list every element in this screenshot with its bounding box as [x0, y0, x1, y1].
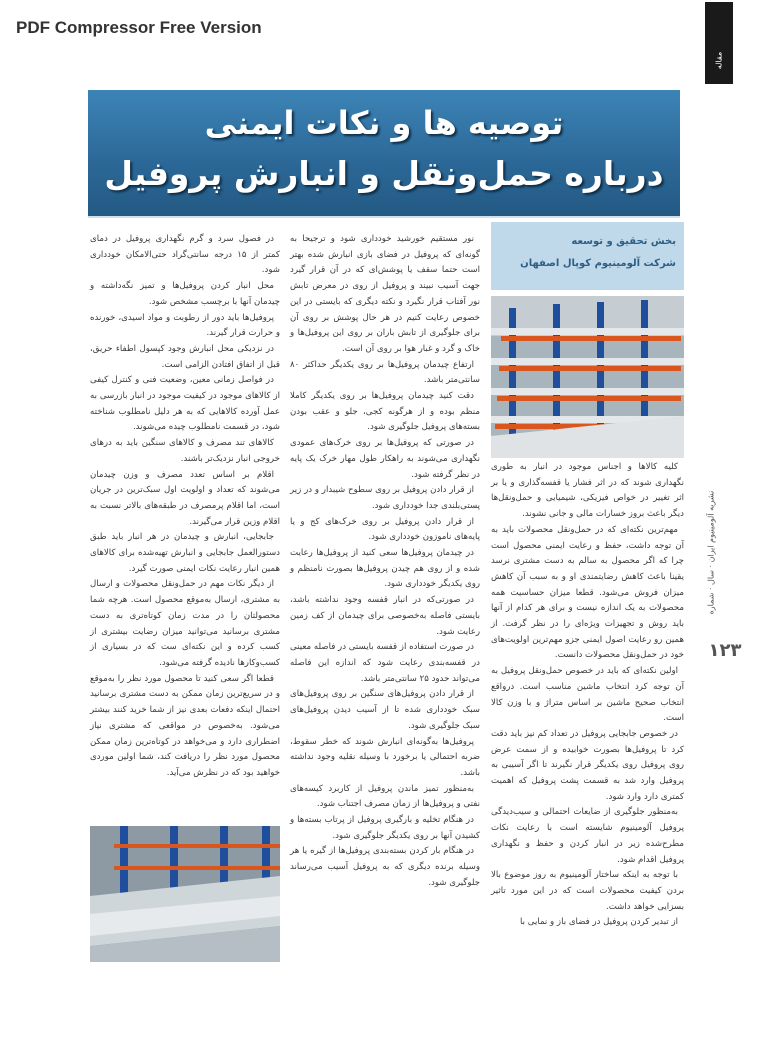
- paragraph: اقلام بر اساس تعدد مصرف و وزن چیدمان می‌شوند که تعداد و اولویت اول سبک‌ترین در جریان است، اما اقلام پرمصرف در طبقه‌های بالاتر نسبت به اقلام وزین قرار می‌گیرند.: [90, 469, 280, 527]
- paragraph: در فواصل زمانی معین، وضعیت فنی و کنترل کیفی از کالاهای موجود در کیفیت موجود در انبار بازرسی به عمل آورده کالاهایی که به هر دلیل نامطلوب شناخته شود، در قسمت نامطلوب چیده می‌شوند.: [90, 375, 280, 433]
- warehouse-shelves-photo: [491, 296, 684, 458]
- paragraph: در هنگام بار کردن بسته‌بندی پروفیل‌ها از گیره یا هر وسیله برنده دیگری که به پروفیل آسیب می‌رساند جلوگیری شود.: [290, 846, 480, 888]
- pdf-watermark: PDF Compressor Free Version: [16, 18, 262, 37]
- paragraph: در خصوص جابجایی پروفیل در تعداد کم نیز باید دقت کرد تا پروفیل‌ها بصورت خوابیده و از سمت عرض روی پروفیل روی یکدیگر قرار نگیرند تا اگر آسیبی به پروفیل وارد شد به قسمت پشت پروفیل که اهمیت کمتری دارد وارد شود.: [491, 728, 684, 802]
- article-column-left: [90, 232, 280, 782]
- paragraph: پروفیل‌ها باید دور از رطوبت و مواد اسیدی، خورنده و حرارت قرار گیرند.: [90, 312, 280, 339]
- paragraph: دقت کنید چیدمان پروفیل‌ها بر روی یکدیگر کاملا منظم بوده و از هرگونه کجی، جلو و عقب بودن بسته‌های پروفیل جلوگیری شود.: [290, 391, 480, 433]
- paragraph: از تبدیر کردن پروفیل در فضای باز و نمایی با: [520, 917, 678, 928]
- paragraph: از قرار دادن پروفیل بر روی سطوح شیبدار و در زیر پستی‌بلندی جدا خودداری شود.: [290, 485, 480, 511]
- paragraph: کلیه کالاها و اجناس موجود در انبار به طوری نگهداری شوند که در اثر فشار یا قفسه‌گذاری و یا بر اثر تغییر در خواص فیزیکی، شیمیایی و حمل‌ونقل‌ها دیگر باعث بروز خسارات مالی و جانی نشوند.: [491, 462, 684, 520]
- paragraph: از قرار دادن پروفیل بر روی خرک‌های کج و یا پایه‌های ناموزون خودداری شود.: [290, 516, 480, 543]
- paragraph: محل انبار کردن پروفیل‌ها و تمیز نگه‌داشته و چیدمان آنها با برچسب مشخص شود.: [90, 281, 280, 307]
- paragraph: نور مستقیم خورشید خودداری شود و ترجیحا به گونه‌ای که پروفیل در فضای بازی انبارش شده بهتر است حتما سقف یا پوشش‌ای که در آن قرار گیرد جهت آسیب نبیند و پروفیل از روی در معرض تابش نور آفتاب قرار نگیرد و نکته دیگری که بایستی در این خصوص رعایت کنیم در هر حال پوشش بر روی آن برای جلوگیری از تابش باران بر روی این پروفیل‌ها و خاک و گرد و غبار هوا بر روی آن است.: [290, 234, 480, 354]
- paragraph: کالاهای تند مصرف و کالاهای سنگین باید به درهای خروجی انبار نزدیک‌تر باشند.: [90, 438, 280, 464]
- section-tab: [705, 2, 733, 84]
- paragraph: اولین نکته‌ای که باید در خصوص حمل‌ونقل پروفیل به آن توجه کرد انتخاب ماشین مناسب است. درواقع انتخاب صحیح ماشین بر اساس متراژ و با وزن کالا است.: [491, 666, 684, 724]
- paragraph: ارتفاع چیدمان پروفیل‌ها بر روی یکدیگر حداکثر ۸۰ سانتی‌متر باشد.: [290, 359, 480, 386]
- paragraph: از دیگر نکات مهم در حمل‌ونقل محصولات و ارسال به مشتری، ارسال به‌موقع محصول است. هرچه شما محصولتان را در مدت زمان کوتاه‌تری به دست مشتری برسانید می‌توانید میزان رضایت بیشتری از کسب کرده و این نکته‌ای ست که در بسیاری از کسب‌وکارها نادیده گرفته می‌شود.: [90, 579, 280, 668]
- author-box: [491, 222, 684, 290]
- paragraph: از قرار دادن پروفیل‌های سنگین بر روی پروفیل‌های سبک خودداری شده تا از آسیب دیدن پروفیل‌های سبک جلوگیری شود.: [290, 689, 480, 731]
- article-title-line-1: توصیه ها و نکات ایمنی: [204, 104, 564, 142]
- profile-stack-icon: [90, 826, 280, 962]
- page-number: ۱۲۳: [708, 640, 742, 661]
- paragraph: در چیدمان پروفیل‌ها سعی کنید از پروفیل‌ها رعایت شده و از روی هم چیدن پروفیل‌ها بصورت نامنظم و روی یکدیگر خودداری شود.: [290, 548, 480, 590]
- paragraph: در صورتی که پروفیل‌ها بر روی خرک‌های عمودی نگهداری می‌شوند به راهکار طول مهار خرک یک پایه در نظر گرفته شود.: [290, 438, 480, 480]
- author-company: شرکت آلومینیوم کوپال اصفهان: [520, 258, 676, 269]
- paragraph: در نزدیکی محل انبارش وجود کپسول اطفاء حریق، قبل از اتفاق افتادن الزامی است.: [90, 343, 280, 370]
- article-column-middle: [290, 232, 480, 892]
- paragraph: قطعا اگر سعی کنید تا محصول مورد نظر را به‌موقع و در سریع‌ترین زمان ممکن به دست مشتری برسانید احتمال اینکه دفعات بعدی نیز از شما خرید کنند بیشتر می‌شود. به‌خصوص در مواقعی که مشتری نیاز اضطراری دارد و می‌خواهد در کوتاه‌ترین زمان ممکن محصول مورد نظر را دریافت کند، شما اولین موردی خواهید بود که در نظرش می‌آید.: [90, 673, 280, 778]
- paragraph: به‌منظور جلوگیری از ضایعات احتمالی و سیب‌دیدگی پروفیل آلومینیوم شایسته است با رعایت نکات مطرح‌شده زیر در انبار کردن و حفظ و نگهداری پروفیل اقدام شود.: [491, 807, 684, 865]
- paragraph: در هنگام تخلیه و بارگیری پروفیل از پرتاب بسته‌ها و کشیدن آنها بر روی یکدیگر جلوگیری شود.: [290, 815, 480, 841]
- paragraph: مهم‌ترین نکته‌ای که در حمل‌ونقل محصولات باید به آن توجه داشت، حفظ و رعایت ایمنی محصول است چرا که اگر محصول به سالم به دست مشتری نرسد یقینا باعث کاهش رضایتمندی او و به سبب آن کاهش میزان فروش می‌شود. قطعا میزان حساسیت همه محصولات به یک اندازه نیست و برای هر کدام از آنها باید روش و تجهیزات ویژه‌ای را در نظر گرفت. از همین رو رعایت اصول ایمنی جزو مهم‌ترین اولویت‌های خود در حمل‌ونقل محصولات دانست.: [491, 524, 684, 661]
- paragraph: جابجایی، انبارش و چیدمان در هر انبار باید طبق دستورالعمل جابجایی و انبارش تهیه‌شده برای کالاهای همین انبار رعایت نکات ایمنی صورت گیرد.: [90, 532, 280, 574]
- paragraph: پروفیل‌ها به‌گونه‌ای انبارش شوند که خطر سقوط، ضربه احتمالی یا برخورد با وسیله نقلیه وجود نداشته باشد.: [290, 736, 480, 778]
- paragraph: در فصول سرد و گرم نگهداری پروفیل در دمای کمتر از ۱۵ درجه سانتی‌گراد حتی‌الامکان خودداری شود.: [90, 234, 280, 276]
- profile-stack-photo: [90, 826, 280, 962]
- author-department: بخش تحقیق و توسعه: [571, 236, 676, 247]
- article-column-right: [491, 460, 684, 931]
- warehouse-shelves-icon: [491, 296, 684, 458]
- article-title-line-2: درباره حمل‌ونقل و انبارش پروفیل: [104, 154, 664, 193]
- paragraph: با توجه به اینکه ساختار آلومینیوم به روز موضوع بالا بردن کیفیت محصولات است که در این مورد تاثیر بسزایی خواهد داشت.: [491, 870, 684, 912]
- paragraph: به‌منظور تمیز ماندن پروفیل از کاربرد کیسه‌های نفتی و پروفیل‌ها از زمان مصرف اجتناب شود.: [290, 783, 480, 810]
- paragraph: در صورت استفاده از قفسه بایستی در فاصله معینی در قفسه‌بندی رعایت شود که اندازه این فاصله می‌تواند حدود ۲۵ سانتی‌متر باشد.: [290, 642, 480, 684]
- article-header: [88, 90, 680, 218]
- paragraph: در صورتی‌که در انبار قفسه وجود نداشته باشد، بایستی فاصله به‌خصوصی برای چیدمان از کف زمین رعایت شود.: [290, 595, 480, 637]
- journal-info-text: نشریه آلومینیوم ایران · سال · شماره: [706, 490, 716, 615]
- section-tab-label: مقاله: [714, 51, 724, 70]
